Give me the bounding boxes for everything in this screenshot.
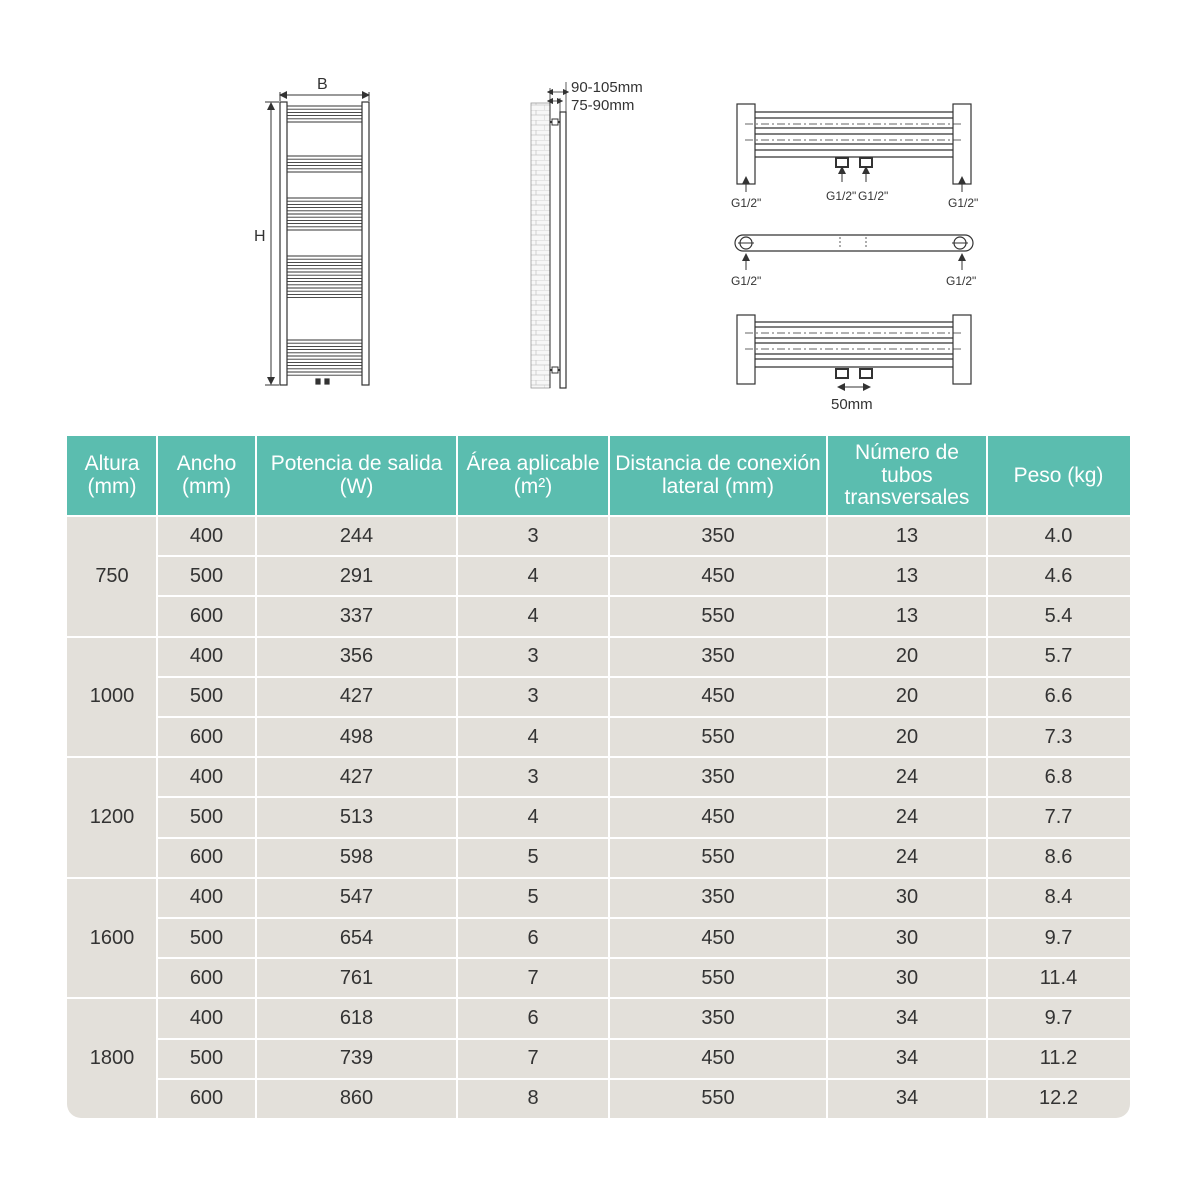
table-cell: 500: [189, 1047, 224, 1070]
table-cell: 498: [339, 725, 374, 748]
table-cell: 550: [701, 725, 735, 748]
column-divider: [826, 436, 828, 1119]
header-cell: Ancho (mm): [157, 436, 256, 516]
table-cell: 5.7: [1044, 645, 1073, 668]
front-view-diagram: [265, 92, 369, 385]
table-cell: 600: [189, 1087, 224, 1110]
altura-cell: 1600: [89, 926, 135, 949]
table-cell: 400: [189, 524, 224, 547]
table-cell: 427: [339, 765, 374, 788]
table-cell: 500: [189, 805, 224, 828]
g-label-top-valve-1: G1/2": [826, 189, 857, 203]
column-divider: [456, 436, 458, 1119]
table-cell: 12.2: [1039, 1087, 1078, 1110]
table-cell: 244: [339, 524, 374, 547]
table-cell: 450: [701, 926, 735, 949]
table-cell: 3: [527, 765, 539, 788]
header-divider: [67, 515, 1130, 517]
connection-diagrams: [735, 104, 973, 387]
table-cell: 3: [527, 685, 539, 708]
header-cell: Potencia de salida (W): [256, 436, 457, 516]
table-cell: 427: [339, 685, 374, 708]
table-cell: 291: [339, 564, 374, 587]
table-cell: 3: [527, 645, 539, 668]
table-cell: 24: [895, 846, 919, 869]
table-cell: 513: [339, 805, 374, 828]
column-divider: [156, 436, 158, 1119]
table-cell: 7.7: [1044, 805, 1073, 828]
table-cell: 350: [701, 886, 735, 909]
table-cell: 30: [895, 886, 919, 909]
header-cell: Número de tubos transversales: [827, 436, 987, 516]
table-cell: 8.4: [1044, 886, 1073, 909]
table-cell: 20: [895, 645, 919, 668]
table-cell: 13: [895, 524, 919, 547]
side-view-diagram: [531, 82, 566, 388]
table-cell: 6: [527, 1006, 539, 1029]
table-cell: 34: [895, 1047, 919, 1070]
table-cell: 4.0: [1044, 524, 1073, 547]
table-cell: 761: [339, 966, 374, 989]
column-divider: [255, 436, 257, 1119]
table-cell: 600: [189, 966, 224, 989]
table-cell: 5: [527, 846, 539, 869]
table-cell: 350: [701, 645, 735, 668]
table-cell: 34: [895, 1006, 919, 1029]
table-cell: 20: [895, 685, 919, 708]
header-cell: Altura (mm): [67, 436, 157, 516]
table-cell: 600: [189, 725, 224, 748]
g-label-mid-right: G1/2": [946, 274, 977, 288]
altura-cell: 1000: [89, 685, 135, 708]
header-cell: Área aplicable (m²): [457, 436, 609, 516]
table-cell: 350: [701, 765, 735, 788]
table-cell: 550: [701, 846, 735, 869]
table-cell: 5: [527, 886, 539, 909]
g-label-top-valve-2: G1/2": [858, 189, 889, 203]
table-cell: 7: [527, 1047, 539, 1070]
table-cell: 11.4: [1039, 966, 1078, 989]
table-cell: 8.6: [1044, 846, 1073, 869]
table-cell: 34: [895, 1087, 919, 1110]
table-cell: 400: [189, 886, 224, 909]
g-label-top-left: G1/2": [731, 196, 762, 210]
side-dim-outer-label: 90-105mm: [571, 79, 643, 96]
table-cell: 30: [895, 926, 919, 949]
table-cell: 400: [189, 765, 224, 788]
table-cell: 4: [527, 805, 539, 828]
table-cell: 8: [527, 1087, 539, 1110]
altura-cell: 1800: [89, 1047, 135, 1070]
table-cell: 4: [527, 604, 539, 627]
height-label: H: [254, 228, 266, 245]
table-cell: 500: [189, 564, 224, 587]
altura-cell: 1200: [89, 805, 135, 828]
table-cell: 3: [527, 524, 539, 547]
table-cell: 450: [701, 1047, 735, 1070]
table-cell: 450: [701, 805, 735, 828]
table-cell: 30: [895, 966, 919, 989]
table-cell: 618: [339, 1006, 374, 1029]
table-cell: 7.3: [1044, 725, 1073, 748]
table-cell: 739: [339, 1047, 374, 1070]
table-cell: 860: [339, 1087, 374, 1110]
table-cell: 356: [339, 645, 374, 668]
table-cell: 654: [339, 926, 374, 949]
table-cell: 13: [895, 564, 919, 587]
table-cell: 400: [189, 1006, 224, 1029]
table-cell: 598: [339, 846, 374, 869]
table-cell: 9.7: [1044, 926, 1073, 949]
table-cell: 20: [895, 725, 919, 748]
technical-diagrams: [0, 0, 1200, 430]
table-cell: 24: [895, 805, 919, 828]
table-cell: 400: [189, 645, 224, 668]
table-cell: 600: [189, 604, 224, 627]
table-cell: 11.2: [1039, 1047, 1078, 1070]
g-label-top-right: G1/2": [948, 196, 979, 210]
table-cell: 350: [701, 1006, 735, 1029]
table-cell: 450: [701, 564, 735, 587]
table-cell: 4.6: [1044, 564, 1073, 587]
table-cell: 5.4: [1044, 604, 1073, 627]
column-divider: [986, 436, 988, 1119]
table-cell: 550: [701, 1087, 735, 1110]
table-cell: 9.7: [1044, 1006, 1073, 1029]
g-label-mid-left: G1/2": [731, 274, 762, 288]
column-divider: [608, 436, 610, 1119]
table-cell: 6.8: [1044, 765, 1073, 788]
table-cell: 13: [895, 604, 919, 627]
table-cell: 24: [895, 765, 919, 788]
table-cell: 6.6: [1044, 685, 1073, 708]
table-cell: 6: [527, 926, 539, 949]
table-cell: 600: [189, 846, 224, 869]
side-dim-inner-label: 75-90mm: [571, 97, 635, 114]
altura-cell: 750: [95, 564, 129, 587]
table-cell: 337: [339, 604, 374, 627]
table-cell: 550: [701, 966, 735, 989]
table-cell: 350: [701, 524, 735, 547]
width-label: B: [317, 76, 328, 93]
table-cell: 4: [527, 564, 539, 587]
table-cell: 500: [189, 685, 224, 708]
header-cell: Distancia de conexión lateral (mm): [609, 436, 827, 516]
table-cell: 450: [701, 685, 735, 708]
table-cell: 7: [527, 966, 539, 989]
table-cell: 550: [701, 604, 735, 627]
table-cell: 547: [339, 886, 374, 909]
spacing-label: 50mm: [831, 396, 873, 413]
table-cell: 4: [527, 725, 539, 748]
header-cell: Peso (kg): [987, 436, 1130, 516]
table-cell: 500: [189, 926, 224, 949]
